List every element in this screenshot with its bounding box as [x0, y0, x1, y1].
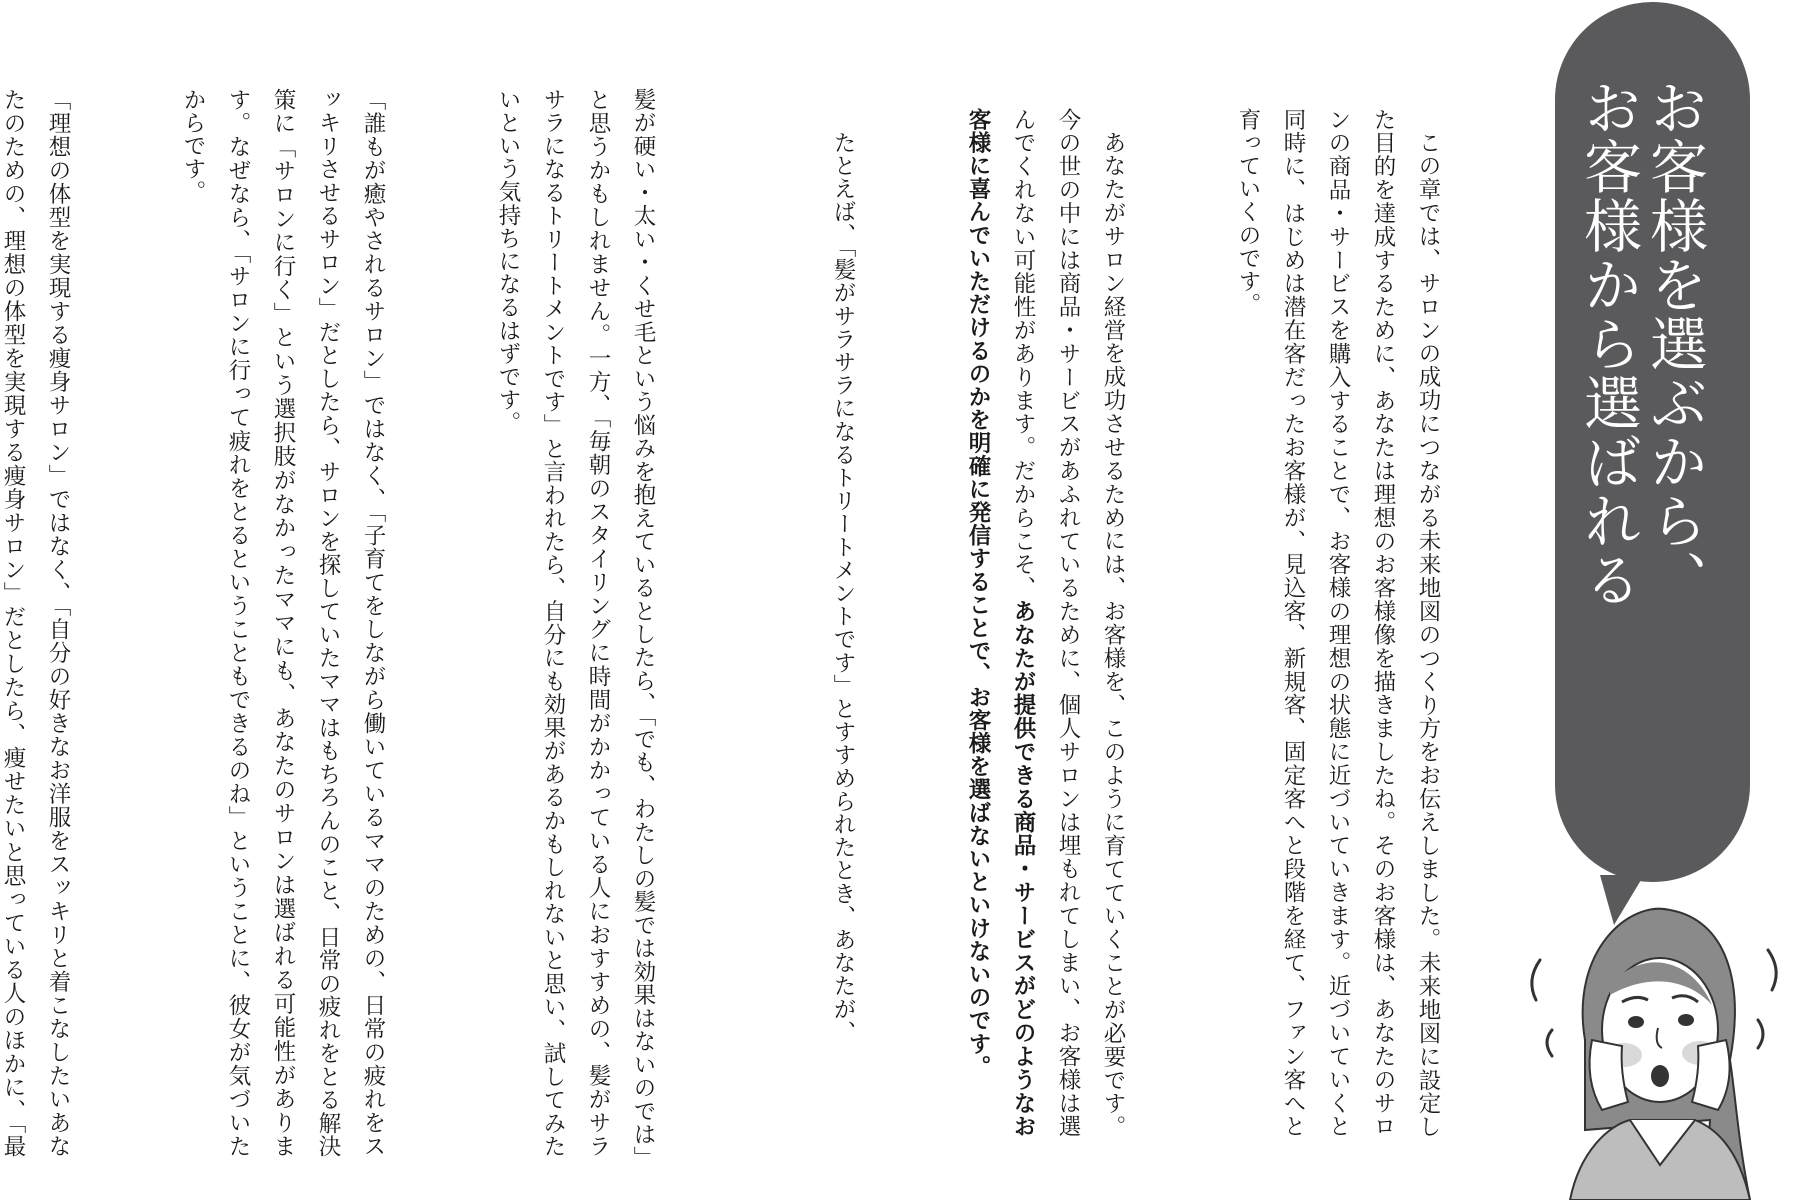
paragraph: 「誰もが癒やされるサロン」ではなく、「子育てをしながら働いているママのための、日常の疲れをスッキリさせるサロン」だとしたら、サロンを探していたママはもちろんのこと、日常の疲れをとる解決策に「サロンに行く」という選択肢がなかったママにも、あなたのサロンは選ばれる可能性があります。なぜなら、「サロンに行って疲れをとるということもできるのね」ということに、彼女が気づいたからです。	[180, 88, 386, 1158]
right-page-body	[830, 108, 1540, 1138]
paragraph: 「理想の体型を実現する痩身サロン」ではなく、「自分の好きなお洋服をスッキリと着こなしたいあなたのための、理想の体型を実現する痩身サロン」だとしたら、痩せたいと思っている人のほかに、「最	[0, 88, 71, 1158]
section-title-line2: お客様から選ばれる	[1574, 78, 1642, 609]
section-title	[1575, 78, 1707, 838]
paragraph-text: あなたがサロン経営を成功させるためには、お客様を、このように育てていくことが必要です。今の世の中には商品・サービスがあふれているために、個人サロンは埋もれてしまい、お客様は選んでくれない可能性があります。だからこそ、	[1010, 108, 1126, 1138]
paragraph-emphasis: あなたが提供できる商品・サービスがどのようなお客様に喜んでいただけるのかを明確に発信することで、お客様を選ばないといけないのです。	[965, 108, 1036, 1138]
left-page-body	[0, 88, 755, 1158]
right-page	[830, 0, 1800, 1200]
section-title-line1: お客様を選ぶから、	[1640, 78, 1708, 609]
paragraph	[955, 108, 1135, 1138]
paragraph: 髪が硬い・太い・くせ毛という悩みを抱えているとしたら、「でも、わたしの髪では効果はないのでは」と思うかもしれません。一方、「毎朝のスタイリングに時間がかかっている人におすすめの、髪がサラサラになるトリートメントです」と言われたら、自分にも効果があるかもしれないと思い、試してみたいという気持ちになるはずです。	[495, 88, 656, 1158]
paragraph: たとえば、「髪がサラサラになるトリートメントです」とすすめられたとき、あなたが、	[830, 130, 856, 1044]
paragraph: この章では、サロンの成功につながる未来地図のつくり方をお伝えしました。未来地図に設定した目的を達成するために、あなたは理想のお客様像を描きましたね。そのお客様は、あなたのサロンの商品・サービスを購入することで、お客様の理想の状態に近づいていきます。近づいていくと同時に、はじめは潜在客だったお客様が、見込客、新規客、固定客へと段階を経て、ファン客へと育っていくのです。	[1235, 108, 1441, 1138]
surprised-woman-icon	[1500, 890, 1800, 1200]
